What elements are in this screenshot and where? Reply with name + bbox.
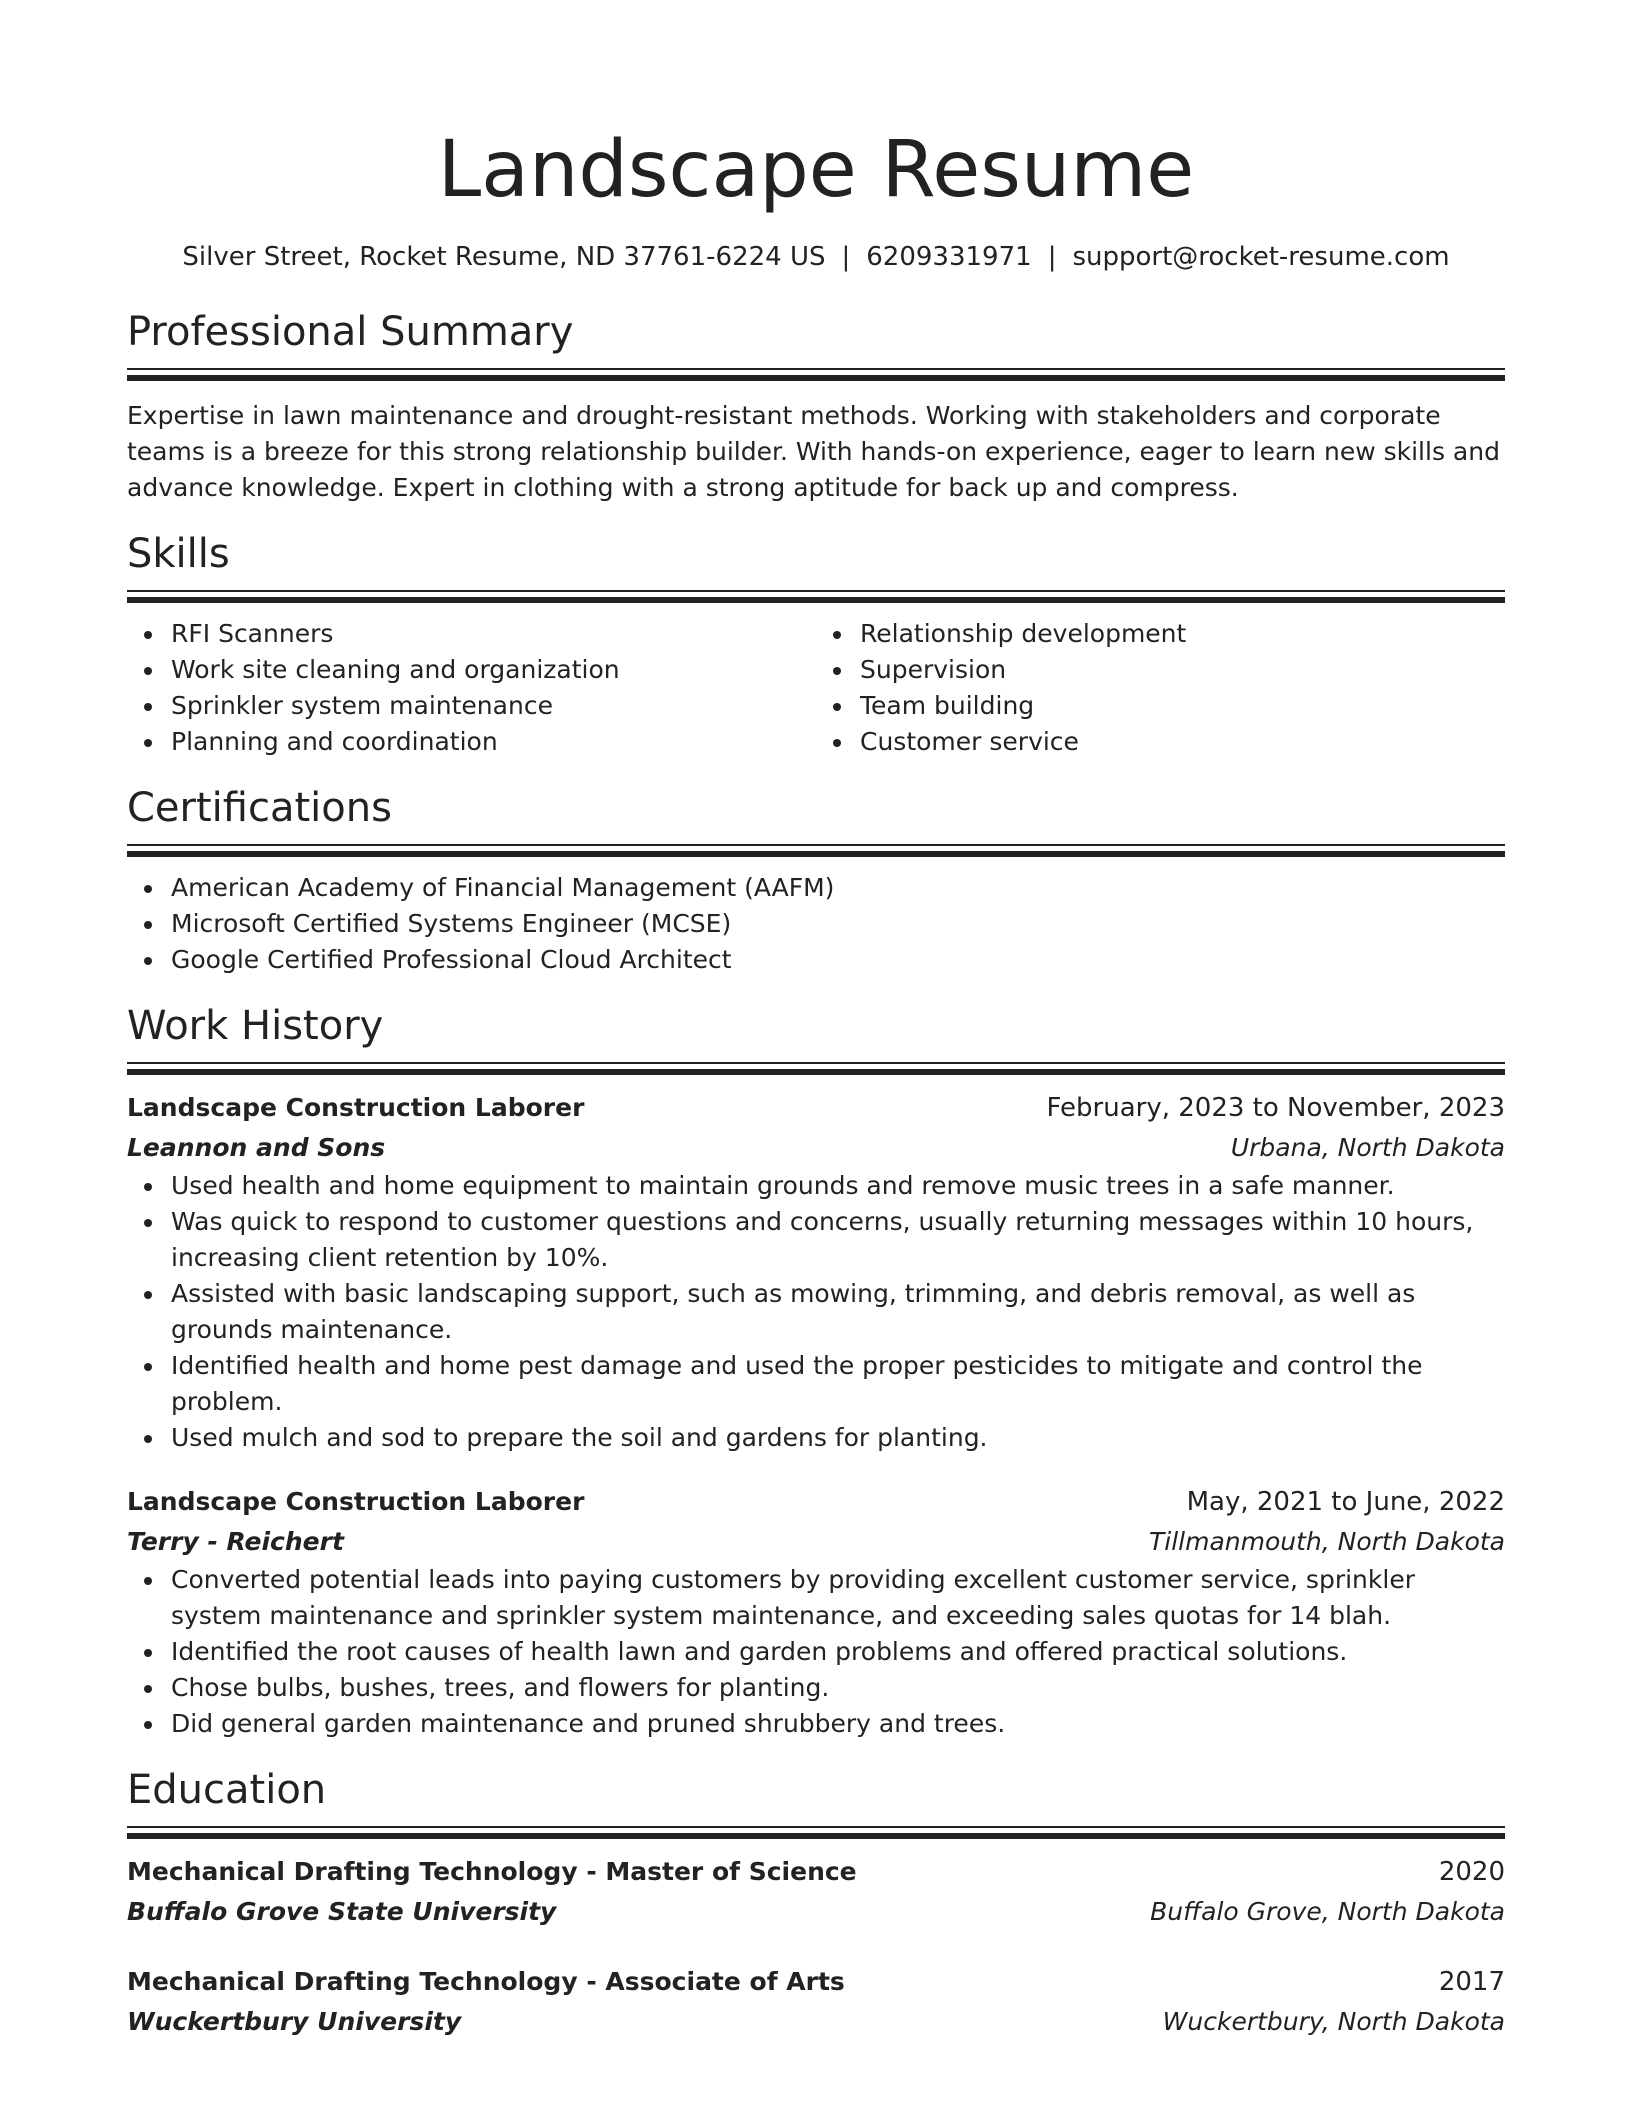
job-company: Leannon and Sons <box>127 1133 386 1162</box>
resume-name: Landscape Resume <box>437 125 1195 215</box>
section-divider <box>127 1062 1505 1074</box>
summary-text: Expertise in lawn maintenance and drought-resistant methods. Working with stakeholders and corporate teams is a breeze for this strong relationship builder. With hands-on experience, eager to learn new skills and advance knowledge. Expert in clothing with a strong aptitude for back up and compress. <box>127 401 1500 502</box>
skill-item: Planning and coordination <box>171 724 816 760</box>
section-divider <box>127 1826 1505 1838</box>
skill-item: Supervision <box>860 652 1505 688</box>
job-duty: Chose bulbs, bushes, trees, and flowers for planting. <box>171 1670 1505 1706</box>
certifications-list <box>127 870 1505 978</box>
job-duty: Identified health and home pest damage and used the proper pesticides to mitigate and control the problem. <box>171 1348 1505 1420</box>
certifications-section <box>127 782 1505 978</box>
job-title: Landscape Construction Laborer <box>127 1487 585 1516</box>
education-entry <box>127 1852 1505 1932</box>
skills-grid <box>127 616 1505 760</box>
contact-phone: 6209331971 <box>866 242 1032 272</box>
skill-item: Relationship development <box>860 616 1505 652</box>
job-duty: Used health and home equipment to maintain grounds and remove music trees in a safe manner. <box>171 1168 1505 1204</box>
certification-item: Google Certified Professional Cloud Architect <box>171 942 1505 978</box>
certifications-heading: Certifications <box>127 785 392 831</box>
contact-separator: | <box>841 242 851 272</box>
contact-line <box>127 240 1505 274</box>
education-heading: Education <box>127 1767 327 1813</box>
contact-separator: | <box>1047 242 1057 272</box>
certification-item: Microsoft Certified Systems Engineer (MCSE) <box>171 906 1505 942</box>
skill-item: RFI Scanners <box>171 616 816 652</box>
job-duty: Identified the root causes of health lawn and garden problems and offered practical solutions. <box>171 1634 1505 1670</box>
job-company: Terry - Reichert <box>127 1527 344 1556</box>
certification-item: American Academy of Financial Management (AAFM) <box>171 870 1505 906</box>
education-degree: Mechanical Drafting Technology - Associate of Arts <box>127 1967 845 1996</box>
skills-heading: Skills <box>127 531 230 577</box>
contact-email: support@rocket-resume.com <box>1072 242 1450 272</box>
section-divider <box>127 368 1505 380</box>
job-duty: Was quick to respond to customer questions and concerns, usually returning messages within 10 hours, increasing client retention by 10%. <box>171 1204 1505 1276</box>
job-header-row <box>127 1482 1505 1522</box>
skill-item: Work site cleaning and organization <box>171 652 816 688</box>
section-divider <box>127 590 1505 602</box>
education-section <box>127 1764 1505 2042</box>
summary-section <box>127 306 1505 506</box>
skills-list-right <box>816 616 1505 760</box>
job-dates: February, 2023 to November, 2023 <box>1046 1093 1505 1123</box>
education-location: Buffalo Grove, North Dakota <box>1150 1897 1505 1926</box>
education-school: Wuckertbury University <box>127 2007 462 2036</box>
job-dates: May, 2021 to June, 2022 <box>1186 1487 1505 1517</box>
job-duty: Did general garden maintenance and pruned shrubbery and trees. <box>171 1706 1505 1742</box>
education-entry <box>127 1962 1505 2042</box>
education-header-row <box>127 1852 1505 1892</box>
education-year: 2017 <box>1438 1967 1505 1997</box>
job-duties <box>127 1562 1505 1742</box>
section-divider <box>127 844 1505 856</box>
contact-address: Silver Street, Rocket Resume, ND 37761-6224 US <box>182 242 826 272</box>
job-company-row <box>127 1128 1505 1168</box>
skill-item: Sprinkler system maintenance <box>171 688 816 724</box>
education-header-row <box>127 1962 1505 2002</box>
skill-item: Team building <box>860 688 1505 724</box>
job-duty: Used mulch and sod to prepare the soil and gardens for planting. <box>171 1420 1505 1456</box>
work-heading: Work History <box>127 1003 384 1049</box>
job-location: Tillmanmouth, North Dakota <box>1149 1527 1505 1556</box>
job-location: Urbana, North Dakota <box>1230 1133 1505 1162</box>
job-header-row <box>127 1088 1505 1128</box>
education-school-row <box>127 1892 1505 1932</box>
job-duty: Assisted with basic landscaping support, such as mowing, trimming, and debris removal, as well as grounds maintenance. <box>171 1276 1505 1348</box>
job-company-row <box>127 1522 1505 1562</box>
education-location: Wuckertbury, North Dakota <box>1162 2007 1505 2036</box>
job-title: Landscape Construction Laborer <box>127 1093 585 1122</box>
skill-item: Customer service <box>860 724 1505 760</box>
skills-list-left <box>127 616 816 760</box>
work-section <box>127 1000 1505 1742</box>
education-year: 2020 <box>1438 1857 1505 1887</box>
skills-section <box>127 528 1505 760</box>
education-school: Buffalo Grove State University <box>127 1897 557 1926</box>
education-school-row <box>127 2002 1505 2042</box>
education-degree: Mechanical Drafting Technology - Master of Science <box>127 1857 857 1886</box>
summary-heading: Professional Summary <box>127 309 574 355</box>
job-duties <box>127 1168 1505 1456</box>
job-entry <box>127 1088 1505 1456</box>
job-entry <box>127 1482 1505 1742</box>
job-duty: Converted potential leads into paying customers by providing excellent customer service, sprinkler system maintenance and sprinkler system maintenance, and exceeding sales quotas for 14 blah. <box>171 1562 1505 1634</box>
